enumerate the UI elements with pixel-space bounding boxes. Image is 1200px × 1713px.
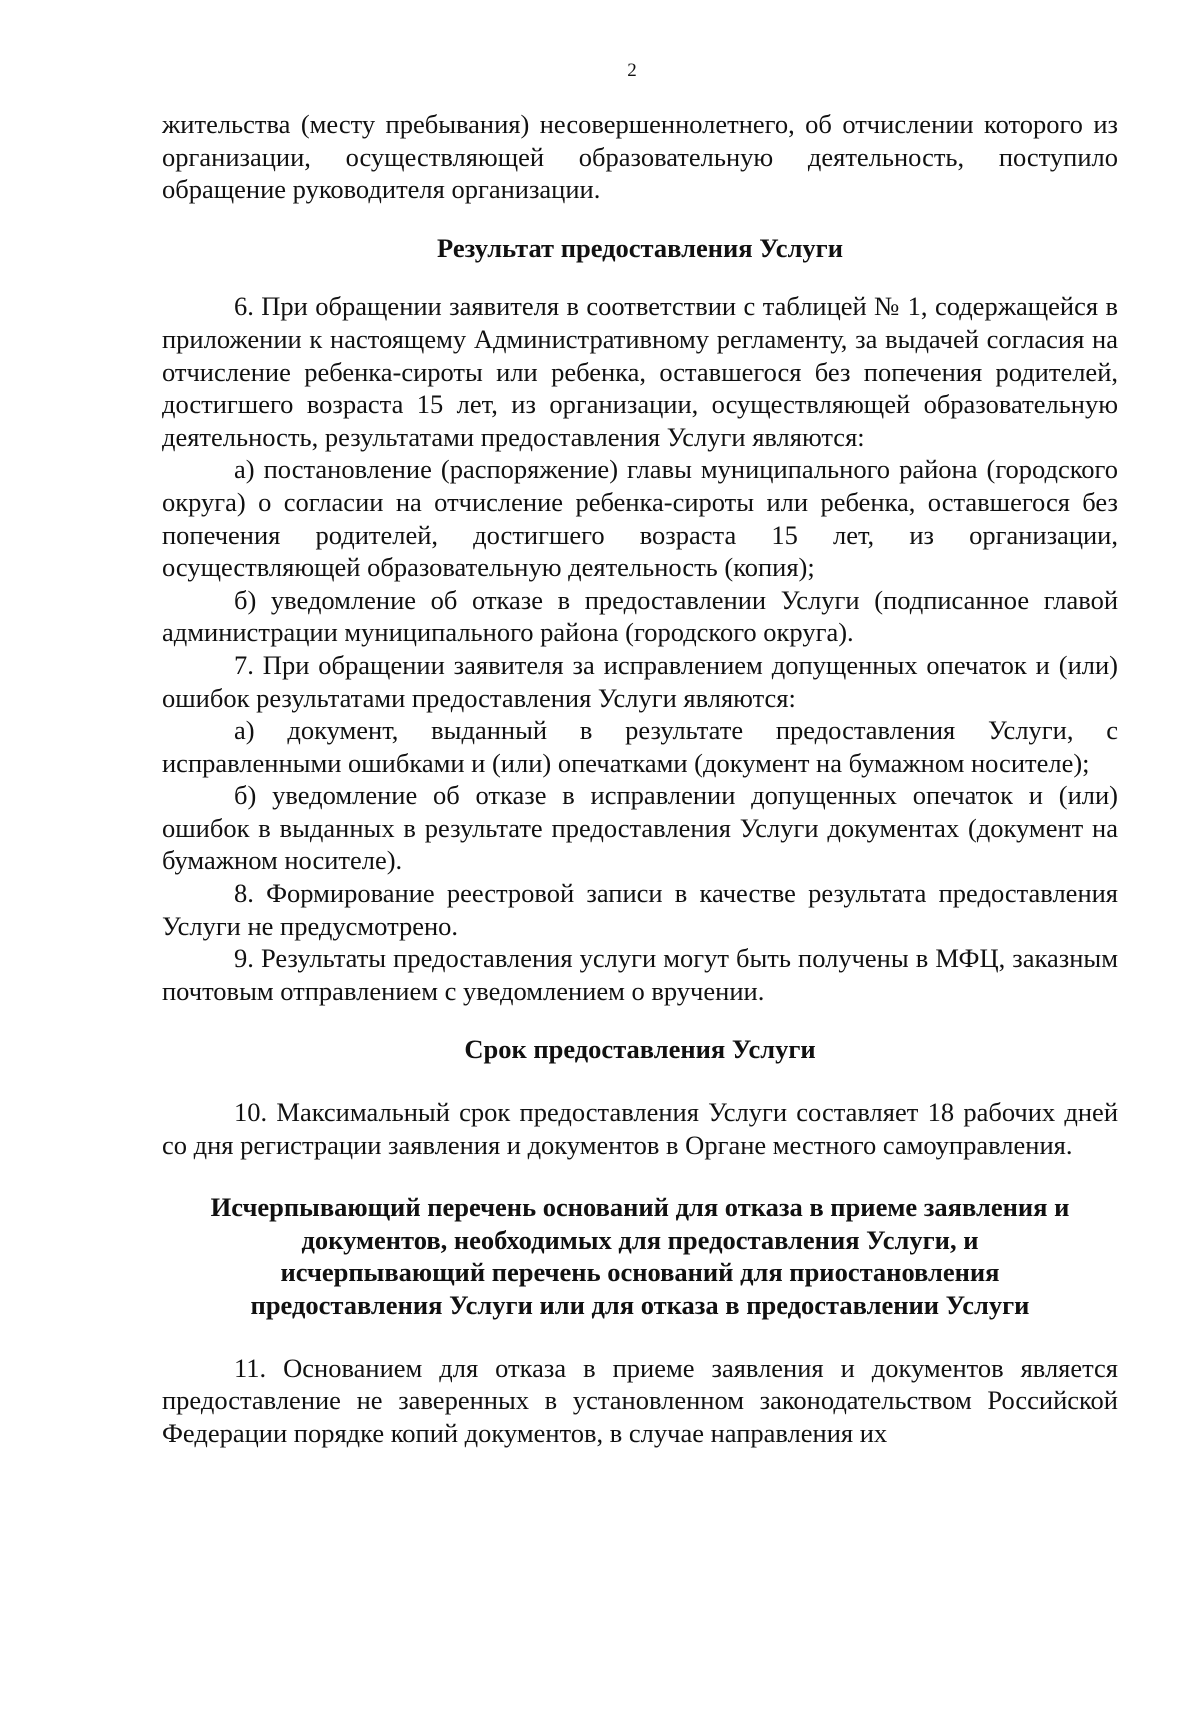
section-heading-result: Результат предоставления Услуги [437, 232, 843, 263]
paragraph-10: 10. Максимальный срок предоставления Услуги составляет 18 рабочих дней со дня регистрации заявления и документов в Органе местного самоуправления. [162, 1097, 1118, 1160]
paragraph-11: 11. Основанием для отказа в приеме заявления и документов является предоставление не заверенных в установленном законодательством Российской Федерации порядке копий документов, в случае направления их [162, 1352, 1118, 1448]
page-number: 2 [627, 60, 637, 81]
document-body [162, 108, 1118, 1449]
section-heading-refusal [162, 1191, 1118, 1321]
heading-line: предоставления Услуги или для отказа в предоставлении Услуги [250, 1290, 1030, 1320]
paragraph-8: 8. Формирование реестровой записи в качестве результата предоставления Услуги не предусмотрено. [162, 878, 1118, 941]
paragraph-intro: жительства (месту пребывания) несовершеннолетнего, об отчислении которого из организации, осуществляющей образовательную деятельность, поступило обращение руководителя организации. [162, 109, 1118, 205]
paragraph-7b: б) уведомление об отказе в исправлении допущенных опечаток и (или) ошибок в выданных в результате предоставления Услуги документах (документ на бумажном носителе). [162, 780, 1118, 876]
section-heading-term: Срок предоставления Услуги [464, 1034, 816, 1065]
heading-line: исчерпывающий перечень оснований для приостановления [280, 1257, 1000, 1288]
paragraph-6b: б) уведомление об отказе в предоставлении Услуги (подписанное главой администрации муниципального района (городского округа). [162, 584, 1118, 648]
paragraph-7a: а) документ, выданный в результате предоставления Услуги, с исправленными ошибками и (или) опечатками (документ на бумажном носителе); [162, 715, 1118, 778]
heading-line: документов, необходимых для предоставления Услуги, и [301, 1224, 979, 1255]
paragraph-9: 9. Результаты предоставления услуги могут быть получены в МФЦ, заказным почтовым отправлением с уведомлением о вручении. [162, 943, 1118, 1006]
heading-line: Исчерпывающий перечень оснований для отказа в приеме заявления и [210, 1192, 1070, 1223]
paragraph-6: 6. При обращении заявителя в соответствии с таблицей № 1, содержащейся в приложении к настоящему Административному регламенту, за выдачей согласия на отчисление ребенка-сироты или ребенка, оставшегося без попечения родителей, достигшего возраста 15 лет, из организации, осуществляющей образовательную деятельность, результатами предоставления Услуги являются: [162, 291, 1118, 452]
paragraph-7: 7. При обращении заявителя за исправлением допущенных опечаток и (или) ошибок результатами предоставления Услуги являются: [162, 649, 1118, 713]
paragraph-6a: а) постановление (распоряжение) главы муниципального района (городского округа) о согласии на отчисление ребенка-сироты или ребенка, оставшегося без попечения родителей, достигшего возраста 15 лет, из организации, осуществляющей образовательную деятельность (копия); [162, 454, 1118, 583]
